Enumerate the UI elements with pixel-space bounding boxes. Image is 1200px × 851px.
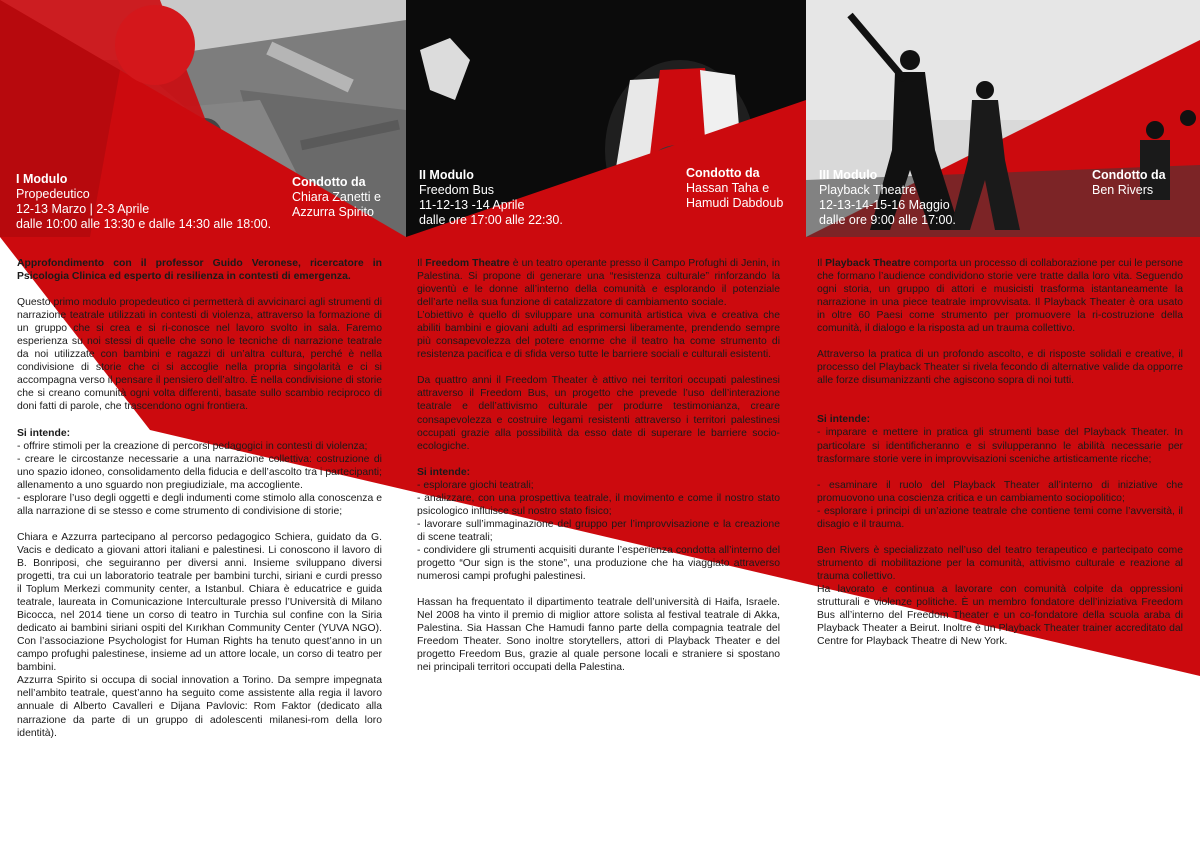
column-module-1 (17, 257, 382, 740)
module-1-leader-line: Azzurra Spirito (292, 205, 374, 219)
module-2-leader-line: Hassan Taha e (686, 181, 770, 195)
module-3-info (819, 168, 956, 228)
module-1-dates: 12-13 Marzo | 2-3 Aprile (16, 202, 150, 216)
col1-list (17, 440, 382, 518)
module-3-hours: dalle ore 9:00 alle 17:00. (819, 213, 956, 227)
col3-heading: Si intende: (817, 414, 871, 426)
col1-paragraph: Chiara e Azzurra partecipano al percorso pedagogico Schiera, guidato da G. Vacis e dedicato a giovani attori italiani e palestinesi. Li conoscono il lavoro di B. Bonriposi, che seguiranno per diversi anni. Insieme sviluppano diversi progetti, tra cui un laboratorio teatrale per bambini turchi, siriani e curdi presso il Toplum Merkezi community center, a Istanbul. Chiara è educatrice e guida teatrale, laureata in Comunicazione Interculturale presso l’Università di Milano Bicocca, nel 2014 tiene un corso di teatro in Turchia sul confine con la Siria dedicato ai bambini siriani ospiti del Kırıkhan Community Center (YUVA NGO). Con l’associazione Psychologist for Human Rights ha tenuto quest’anno in un campo profughi palestinese, insieme ad un attore locale, un corso di teatro per bambini. (17, 531, 382, 674)
column-module-2 (417, 257, 780, 687)
module-3-name: Playback Theatre (819, 183, 917, 197)
col3-intro: Il Playback Theatre comporta un processo di collaborazione per cui le persone che formano l’audience condividono storie vere tratte dalla loro vita. Seguendo ogni storia, un gruppo di attori e musicisti trasforma istantaneamente la narrazione in una piece teatrale improvvisata. Il Playback Theater è ora usato in oltre 60 Paesi come strumento per promuovere la ri-costruzione della comunità, il dialogo e la risposta ad un trauma collettivo. (817, 258, 1183, 335)
col2-list (417, 479, 780, 583)
list-item: - lavorare sull’immaginazione del gruppo per l’improvvisazione e la creazione di scene teatrali; (417, 518, 780, 543)
module-1-title: I Modulo (16, 172, 68, 186)
module-2-led-label: Condotto da (686, 166, 760, 180)
list-item: - esplorare l’uso degli oggetti e degli indumenti come stimolo alla conoscenza e alla narrazione di se stesso e come strumento di condivisione di storie; (17, 492, 382, 517)
list-item: - analizzare, con una prospettiva teatrale, il movimento e come il nostro stato psicologico influisce sul nostro stato fisico; (417, 492, 780, 517)
col3-list (817, 426, 1183, 530)
module-3-title: III Modulo (819, 168, 878, 182)
col1-heading: Si intende: (17, 427, 71, 439)
module-3-led-label: Condotto da (1092, 168, 1166, 182)
list-item: - condividere gli strumenti acquisiti durante l’esperienza condotta all’interno del progetto “Our sign is the stone”, una produzione che ha viaggiato attraverso numerosi campi profughi palestinesi. (417, 544, 780, 583)
col2-intro: Il Freedom Theatre è un teatro operante presso il Campo Profughi di Jenin, in Palestina. Si propone di generare una “resistenza culturale” rinforzando la gioventù e le donne all’interno della comunità e esplorando il potenziale dell’arte nella sua funzione di catalizzatore di cambiamento sociale. (417, 258, 780, 309)
module-2-leaders (686, 166, 783, 211)
list-item: - creare le circostanze necessarie a una narrazione collettiva: costruzione di uno spazio idoneo, consolidamento della fiducia e dell’ascolto tra i partecipanti; allenamento a uno sguardo non pregiudiziale, ma accogliente. (17, 453, 382, 491)
module-1-led-label: Condotto da (292, 175, 366, 189)
list-item: - imparare e mettere in pratica gli strumenti base del Playback Theater. In particolare si identificheranno e si svilupperanno le abilità necessarie per trasformare storie vere in improvvisazioni sceniche artisticamente ricche; (817, 427, 1183, 465)
list-item: - esplorare giochi teatrali; (417, 479, 534, 491)
module-2-hours: dalle ore 17:00 alle 22:30. (419, 213, 563, 227)
module-2-info (419, 168, 563, 228)
module-2-leader-line: Hamudi Dabdoub (686, 196, 784, 210)
module-3-leaders (1092, 168, 1166, 198)
module-1-leader-line: Chiara Zanetti e (292, 190, 381, 204)
module-2-dates: 11-12-13 -14 Aprile (419, 198, 525, 212)
col1-lead: Approfondimento con il professor Guido Veronese, ricercatore in Psicologia Clinica ed esperto di resilienza in contesti di emergenza. (17, 258, 382, 283)
freedom-theatre-name: Freedom Theatre (425, 258, 510, 269)
list-item: - offrire stimoli per la creazione di percorsi pedagogici in contesti di violenza; (17, 440, 368, 452)
column-module-3 (817, 257, 1183, 648)
module-3-dates: 12-13-14-15-16 Maggio (819, 198, 950, 212)
playback-theatre-name: Playback Theatre (825, 258, 911, 269)
col2-heading: Si intende: (417, 466, 471, 478)
col2-paragraph: Da quattro anni il Freedom Theater è attivo nei territori occupati palestinesi attraverso il Freedom Bus, un progetto che prevede l’uso dell’interazione teatrale e dell’attivismo culturale per produrre testimonianza, creare consapevolezza e costruire legami resistenti attraverso i territori palestinesi occupati grazie alla possibilità da esso date di superare le barriere socio-ecologiche. (417, 375, 780, 452)
col3-paragraph: Attraverso la pratica di un profondo ascolto, e di risposte solidali e creative, il processo del Playback Theater si rivela fecondo di alternative valide da opporre alle forze disumanizzanti che agiscono sopra di noi tutti. (817, 349, 1183, 387)
col1-paragraph: Questo primo modulo propedeutico ci permetterà di avvicinarci agli strumenti di narrazione teatrale utilizzati in contesti di violenza, attraverso la formazione di un gruppo che si crea e si ri-conosce nel lavoro svolto in sala. Faremo esperienza su noi stessi di quelle che sono le tecniche di narrazione teatrale da noi utilizzate con bambini e ragazzi di un’altra cultura, perché è nella condivisione di storie che ci si accoglie nella propria singolarità e ci si accompagna verso il pensare il pensiero dell’altro. È nella condivisione di storie che si creano comunità ogni volta differenti, basate sullo scambio reciproco di doni fatti di parole, che trascendono ogni frontiera. (17, 297, 382, 413)
list-item: - esaminare il ruolo del Playback Theater all’interno di iniziative che promuovono una coscienza critica e un cambiamento sociopolitico; (817, 479, 1183, 504)
module-2-title: II Modulo (419, 168, 474, 182)
col3-paragraph: Ben Rivers è specializzato nell’uso del teatro terapeutico e partecipato come strumento di mobilitazione per la comunità, attivismo culturale e reazione al trauma collettivo. (817, 544, 1183, 582)
module-3-leader-line: Ben Rivers (1092, 183, 1154, 197)
list-item: - esplorare i principi di un’azione teatrale che contiene temi come l’avversità, il disagio e il trauma. (817, 505, 1183, 530)
col2-paragraph: L’obiettivo è quello di sviluppare una comunità artistica viva e creativa che abiliti bambini e giovani adulti ad esprimersi liberamente, prendendo sempre più consapevolezza del potere enorme che il teatro ha come strumento di resistenza pacifica e di sfida verso tutte le barriere sociali e culturali esistenti. (417, 310, 780, 361)
module-1-info (16, 172, 271, 232)
col2-paragraph: Hassan ha frequentato il dipartimento teatrale dell’università di Haifa, Israele. Nel 2008 ha vinto il premio di miglior attore solista al festival teatrale di Akka, Palestina. Sia Hassan Che Hamudi fanno parte della compagnia teatrale del Freedom Theater. Sono inoltre storytellers, attori di Playback Theater e del progetto Freedom Bus, grazie al quale persone locali e straniere si spostano nei principali territori occupati della Palestina. (417, 597, 780, 674)
col1-paragraph: Azzurra Spirito si occupa di social innovation a Torino. Da sempre impegnata nell’ambito teatrale, quest’anno ha seguito come assistente alla regia il lavoro annuale di Alberto Cavalleri e Dijana Pavlovic: Rom Faktor (dedicato alla narrazione da parte di un gruppo di adolescenti milanesi-rom della loro identità). (17, 675, 382, 739)
module-1-hours: dalle 10:00 alle 13:30 e dalle 14:30 alle 18:00. (16, 217, 272, 231)
module-1-name: Propedeutico (16, 187, 90, 201)
module-2-name: Freedom Bus (419, 183, 495, 197)
module-1-leaders (292, 175, 381, 220)
col3-paragraph: Ha lavorato e continua a lavorare con comunità colpite da oppressioni strutturali e violenze politiche. È un membro fondatore dell’iniziativa Freedom Bus all’interno del Freedom Theater e un co-fondatore della scuola araba di Playback Theater a Beirut. Inoltre è un Playback Theater trainer accreditato dal Centre for Playback Theatre di New York. (817, 583, 1183, 648)
